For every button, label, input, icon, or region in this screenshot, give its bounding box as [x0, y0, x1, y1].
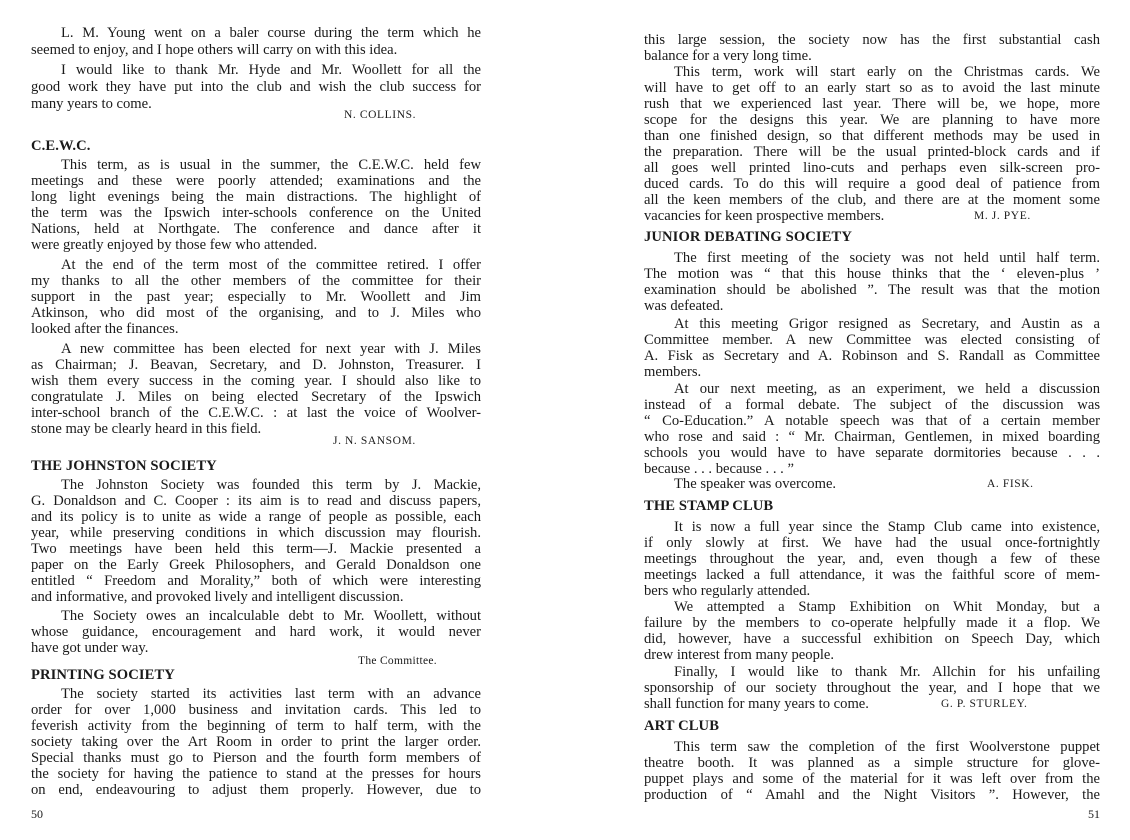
text-line: instead of a formal debate. The subject of the discussion was — [644, 397, 1100, 413]
text-line: At the end of the term most of the committee retired. I offer — [61, 257, 481, 273]
section-heading: JUNIOR DEBATING SOCIETY — [644, 229, 853, 245]
text-line: as Chairman; J. Beavan, Secretary, and D. Johnston, Treasurer. I — [31, 357, 481, 373]
text-line: on end, endeavouring to adjust them properly. However, due to — [31, 782, 481, 798]
text-line: will have to get off to an early start so as to avoid the last minute — [644, 80, 1100, 96]
text-line: drew interest from many people. — [644, 647, 835, 663]
text-line: the society for having the patience to stand at the presses for hours — [31, 766, 481, 782]
text-line: The motion was “ that this house thinks that the ‘ eleven-plus ’ — [644, 266, 1100, 282]
right-page — [565, 0, 1130, 840]
text-line: paper on the Early Greek Philosophers, and Gerald Donaldson one — [31, 557, 481, 573]
text-line: who rose and said : “ Mr. Chairman, Gentlemen, in mixed boarding — [644, 429, 1100, 445]
text-line: Committee member. A new Committee was elected consisting of — [644, 332, 1100, 348]
text-line: meetings lacked a full attendance, it was the faithful score of mem- — [644, 567, 1100, 583]
text-line: meetings and these were poorly attended; examinations and the — [31, 173, 481, 189]
text-line: my thanks to all the other members of the committee for their — [31, 273, 481, 289]
text-line: was defeated. — [644, 298, 724, 314]
text-line: failure by the members to co-operate helpfully made it a flop. We — [644, 615, 1100, 631]
page-number: 50 — [31, 807, 43, 821]
text-line: The first meeting of the society was not held until half term. — [674, 250, 1100, 266]
text-line: have got under way. — [31, 640, 149, 656]
text-line: I would like to thank Mr. Hyde and Mr. Woollett for all the — [61, 62, 481, 78]
text-line: members. — [644, 364, 702, 380]
text-line: feverish activity from the beginning of term to half term, with the — [31, 718, 481, 734]
text-line: whose guidance, encouragement and hard work, it would never — [31, 624, 481, 640]
section-heading: THE JOHNSTON SOCIETY — [31, 458, 217, 474]
text-line: Two meetings have been held this term—J. Mackie presented a — [31, 541, 481, 557]
text-line: theatre booth. It was planned as a simple structure for glove- — [644, 755, 1100, 771]
text-line: if only slowly at first. We have had the usual once-fortnightly — [644, 535, 1100, 551]
text-line: inter-school branch of the C.E.W.C. : at last the voice of Woolver- — [31, 405, 481, 421]
text-line: The Society owes an incalculable debt to Mr. Woollett, without — [61, 608, 481, 624]
text-line: than one finished design, so that different methods may be used in — [644, 128, 1100, 144]
text-line: meetings throughout the year, and, even though a few of these — [644, 551, 1100, 567]
text-line: were greatly enjoyed by those few who attended. — [31, 237, 318, 253]
text-line: examination should be abolished ”. The result was that the motion — [644, 282, 1100, 298]
text-line: the term was the Ipswich inter-schools conference on the United — [31, 205, 481, 221]
text-line: society taking over the Art Room in order to print the larger order. — [31, 734, 481, 750]
signature: G. P. STURLEY. — [941, 698, 1028, 710]
text-line: congratulate J. Miles on being elected Secretary of the Ipswich — [31, 389, 481, 405]
text-line: rush that we experienced last year. There will be, we hope, more — [644, 96, 1100, 112]
text-line: entitled “ Freedom and Morality,” both of which were interesting — [31, 573, 481, 589]
text-line: “ Co-Education.” A notable speech was that of a certain member — [644, 413, 1100, 429]
text-line: all goes well printed lino-cuts and perhaps even silk-screen pro- — [644, 160, 1100, 176]
text-line: Nations, held at Northgate. The conference and dance after it — [31, 221, 481, 237]
text-line: At this meeting Grigor resigned as Secretary, and Austin as a — [674, 316, 1100, 332]
text-line: A new committee has been elected for next year with J. Miles — [61, 341, 481, 357]
text-line: because . . . because . . . ” — [644, 461, 794, 477]
signature: M. J. PYE. — [974, 210, 1031, 222]
text-line: The Johnston Society was founded this term by J. Mackie, — [61, 477, 481, 493]
text-line: order for over 1,000 business and invitation cards. This led to — [31, 702, 481, 718]
signature: A. FISK. — [987, 478, 1034, 490]
text-line: We attempted a Stamp Exhibition on Whit Monday, but a — [674, 599, 1100, 615]
text-line: shall function for many years to come. — [644, 696, 869, 712]
text-line: did, however, have a successful exhibition on Speech Day, which — [644, 631, 1100, 647]
signature: J. N. SANSOM. — [333, 435, 416, 447]
text-line: sponsorship of our society throughout the year, and I hope that we — [644, 680, 1100, 696]
signature: N. COLLINS. — [344, 109, 417, 121]
text-line: year, while preserving conditions in which discussion may flourish. — [31, 525, 481, 541]
text-line: many years to come. — [31, 96, 152, 112]
text-line: schools you would have to have separate dormitories because . . . — [644, 445, 1100, 461]
text-line: Finally, I would like to thank Mr. Allchin for his unfailing — [674, 664, 1100, 680]
text-line: The speaker was overcome. — [674, 476, 837, 492]
text-line: this large session, the society now has the first substantial cash — [644, 32, 1100, 48]
text-line: The society started its activities last term with an advance — [61, 686, 481, 702]
text-line: stone may be clearly heard in this field. — [31, 421, 262, 437]
text-line: A. Fisk as Secretary and A. Robinson and S. Randall as Committee — [644, 348, 1100, 364]
text-line: long light evenings being the main distractions. The highlight of — [31, 189, 481, 205]
section-heading: THE STAMP CLUB — [644, 498, 774, 514]
text-line: puppet plays and some of the material for it was left over from the — [644, 771, 1100, 787]
section-heading: PRINTING SOCIETY — [31, 667, 175, 683]
text-line: This term saw the completion of the first Woolverstone puppet — [674, 739, 1100, 755]
page-number: 51 — [1088, 807, 1100, 821]
text-line: good work they have put into the club and wish the club success for — [31, 79, 481, 95]
text-line: Special thanks must go to Pierson and the fourth form members of — [31, 750, 481, 766]
text-line: This term, work will start early on the Christmas cards. We — [674, 64, 1100, 80]
text-line: looked after the finances. — [31, 321, 179, 337]
signature: The Committee. — [358, 655, 437, 667]
text-line: wish them every success in the coming year. I should also like to — [31, 373, 481, 389]
text-line: bers who regularly attended. — [644, 583, 811, 599]
text-line: all the keen members of the club, and there are at the moment some — [644, 192, 1100, 208]
text-line: duced cards. To do this will require a good deal of patience from — [644, 176, 1100, 192]
section-heading: C.E.W.C. — [31, 138, 91, 154]
text-line: vacancies for keen prospective members. — [644, 208, 885, 224]
text-line: balance for a very long time. — [644, 48, 812, 64]
text-line: G. Donaldson and C. Cooper : its aim is to read and discuss papers, — [31, 493, 481, 509]
text-line: Atkinson, who did most of the organising, and to J. Miles who — [31, 305, 481, 321]
text-line: At our next meeting, as an experiment, we held a discussion — [674, 381, 1100, 397]
section-heading: ART CLUB — [644, 718, 720, 734]
text-line: production of “ Amahl and the Night Visitors ”. However, the — [644, 787, 1100, 803]
text-line: scope for the designs this year. We are planning to have more — [644, 112, 1100, 128]
text-line: This term, as is usual in the summer, the C.E.W.C. held few — [61, 157, 481, 173]
text-line: and informative, and provoked lively and intelligent discussion. — [31, 589, 404, 605]
text-line: It is now a full year since the Stamp Club came into existence, — [674, 519, 1100, 535]
text-line: and its policy is to unite as wide a range of people as possible, each — [31, 509, 481, 525]
text-line: L. M. Young went on a baler course during the term which he — [61, 25, 481, 41]
text-line: the preparation. There will be the usual printed-block cards and if — [644, 144, 1100, 160]
text-line: support in the past year; especially to Mr. Woollett and Jim — [31, 289, 481, 305]
text-line: seemed to enjoy, and I hope others will carry on with this idea. — [31, 42, 398, 58]
